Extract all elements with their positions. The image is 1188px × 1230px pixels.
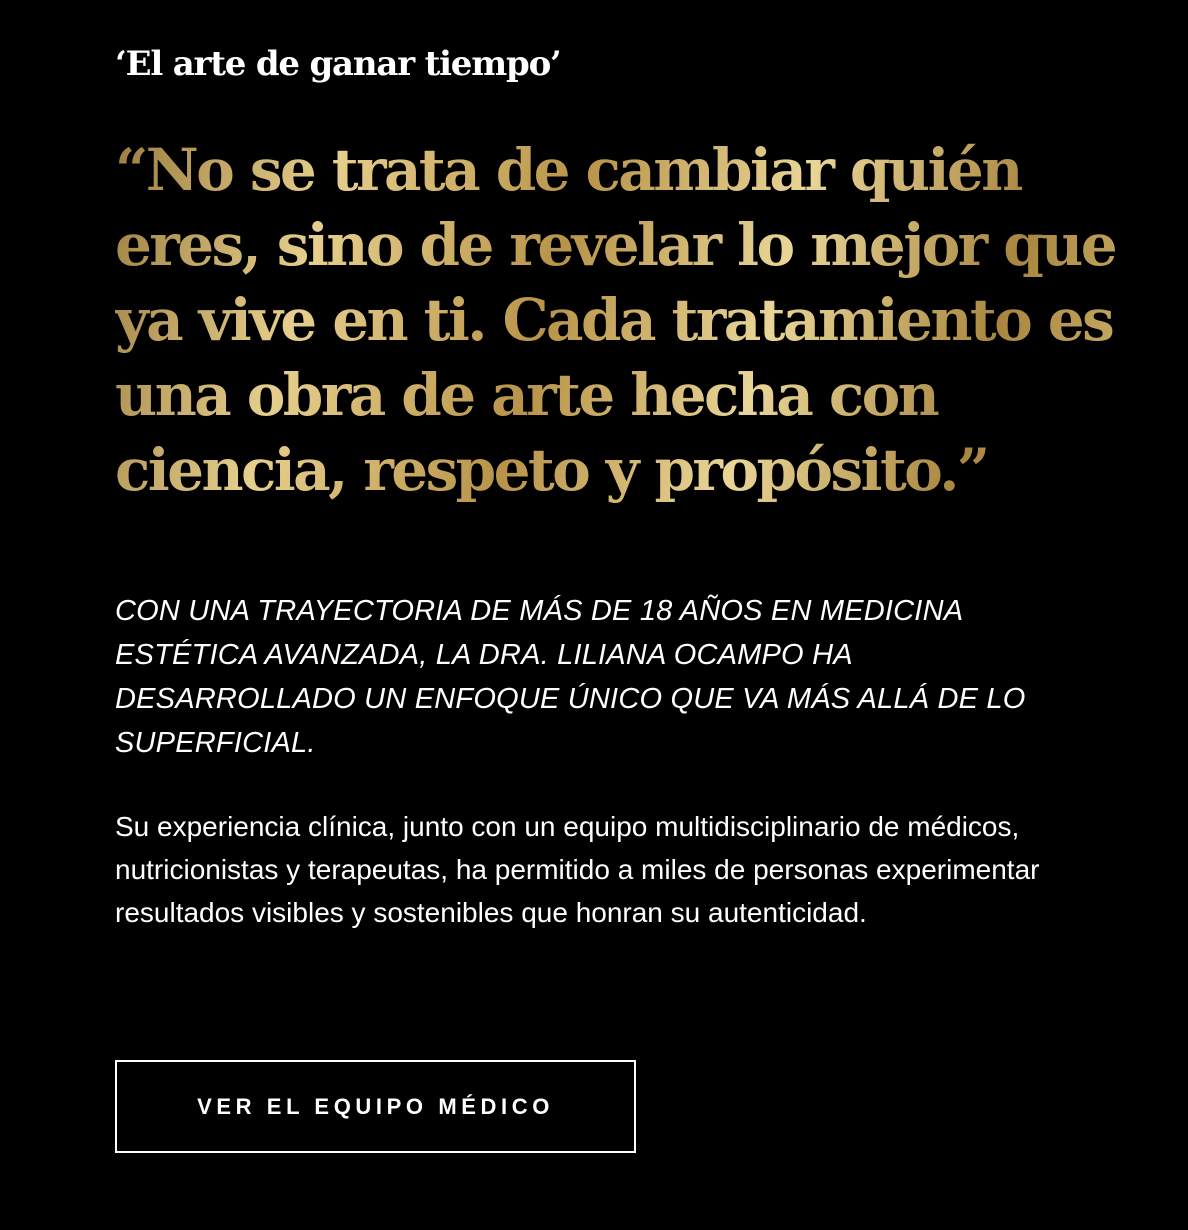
intro-paragraph: CON UNA TRAYECTORIA DE MÁS DE 18 AÑOS EN MEDICINA ESTÉTICA AVANZADA, LA DRA. LILIANA OCAMPO HA DESARROLLADO UN ENFOQUE ÚNICO QUE VA MÁS ALLÁ DE LO SUPERFICIAL. (115, 595, 1026, 759)
view-medical-team-button[interactable]: VER EL EQUIPO MÉDICO (115, 1060, 636, 1153)
featured-quote: “No se trata de cambiar quién eres, sino de revelar lo mejor que ya vive en ti. Cada tratamiento es una obra de arte hecha con ciencia, respeto y propósito.” (115, 133, 1155, 508)
body-paragraph: Su experiencia clínica, junto con un equipo multidisciplinario de médicos, nutricionistas y terapeutas, ha permitido a miles de personas experimentar resultados visibles y sostenibles que honran su autenticidad. (115, 811, 1040, 928)
section-title: ‘El arte de ganar tiempo’ (115, 44, 561, 84)
